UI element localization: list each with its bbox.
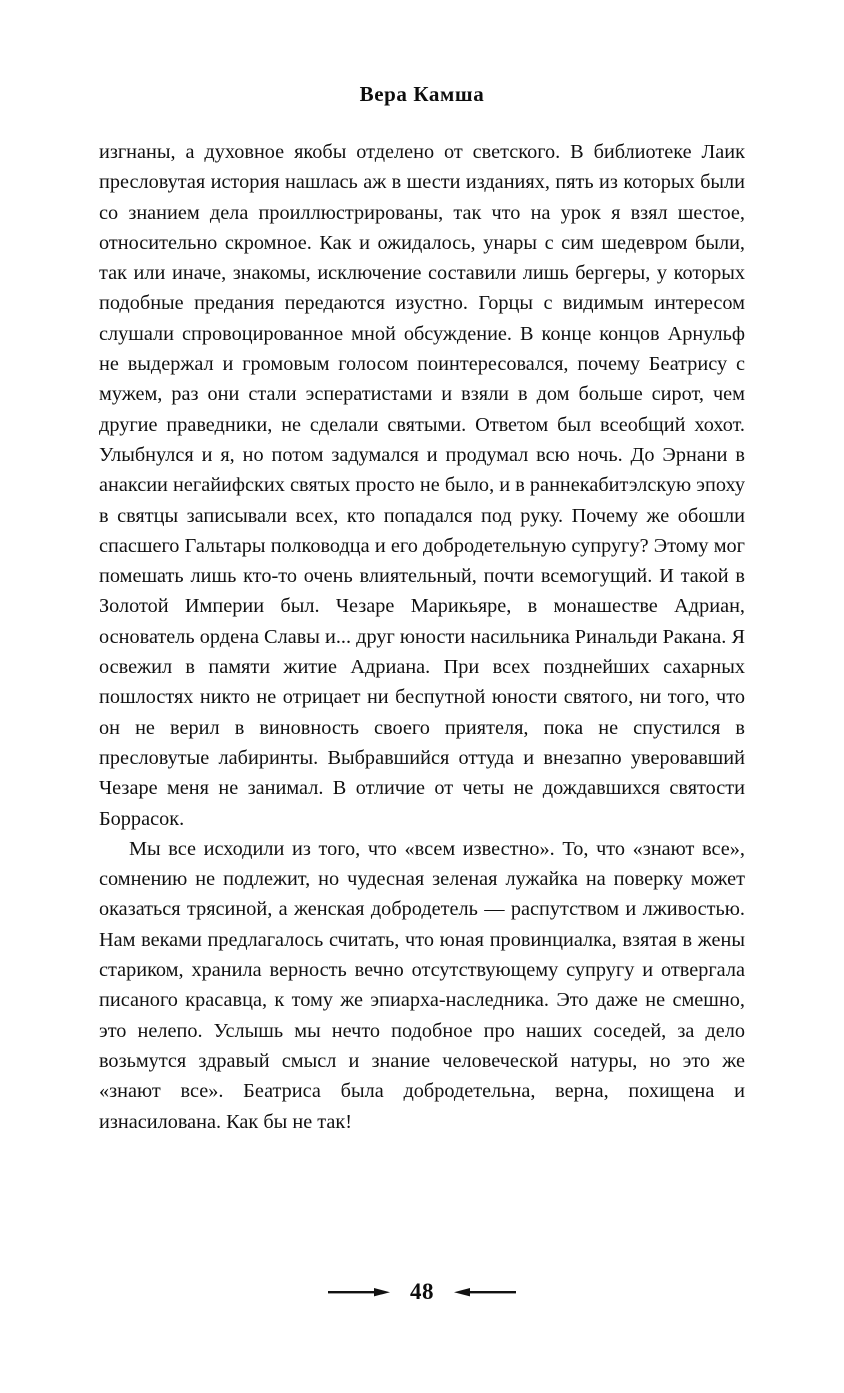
left-ornament-icon — [328, 1286, 398, 1298]
paragraph: изгнаны, а духовное якобы отделено от светского. В библиотеке Лаик пресловутая история нашлась аж в шести изданиях, пять из которых были со знанием дела проиллюстрированы, так что на урок я взял шестое, относительно скромное. Как и ожидалось, унары с сим шедевром были, так или иначе, знакомы, исключение составили лишь бергеры, у которых подобные предания передаются изустно. Горцы с видимым интересом слушали спровоцированное мной обсуждение. В конце концов Арнульф не выдержал и громовым голосом поинтересовался, почему Беатрису с мужем, раз они стали эсператистами и взяли в дом больше сирот, чем другие праведники, не сделали святыми. Ответом был всеобщий хохот. Улыбнулся и я, но потом задумался и продумал всю ночь. До Эрнани в анаксии негайифских святых просто не было, и в раннекабитэлскую эпоху в святцы записывали всех, кто попадался под руку. Почему же обошли спасшего Гальтары полководца и его добродетельную супругу? Этому мог помешать лишь кто-то очень влиятельный, почти всемогущий. И такой в Золотой Империи был. Чезаре Марикьяре, в монашестве Адриан, основатель ордена Славы и... друг юности насильника Ринальди Ракана. Я освежил в памяти житие Адриана. При всех позднейших сахарных пошлостях никто не отрицает ни беспутной юности святого, ни того, что он не верил в виновность своего приятеля, пока не спустился в пресловутые лабиринты. Выбравшийся оттуда и внезапно уверовавший Чезаре меня не занимал. В отличие от четы не дождавшихся святости Боррасок. — [99, 141, 745, 830]
page-text-block — [99, 137, 745, 1137]
page-footer — [0, 1279, 844, 1305]
running-head-author: Вера Камша — [359, 82, 485, 106]
book-page — [0, 82, 844, 1393]
page-number: 48 — [410, 1279, 434, 1304]
paragraph: Мы все исходили из того, что «всем известно». То, что «знают все», сомнению не подлежит, но чудесная зеленая лужайка на поверку может оказаться трясиной, а женская добродетель — распутством и лживостью. Нам веками предлагалось считать, что юная провинциалка, взятая в жены стариком, хранила верность вечно отсутствующему супругу и отвергала писаного красавца, к тому же эпиарха-наследника. Это даже не смешно, это нелепо. Услышь мы нечто подобное про наших соседей, за дело возьмутся здравый смысл и знание человеческой натуры, но это же «знают все». Беатриса была добродетельна, верна, похищена и изнасилована. Как бы не так! — [99, 837, 745, 1133]
right-ornament-icon — [446, 1286, 516, 1298]
